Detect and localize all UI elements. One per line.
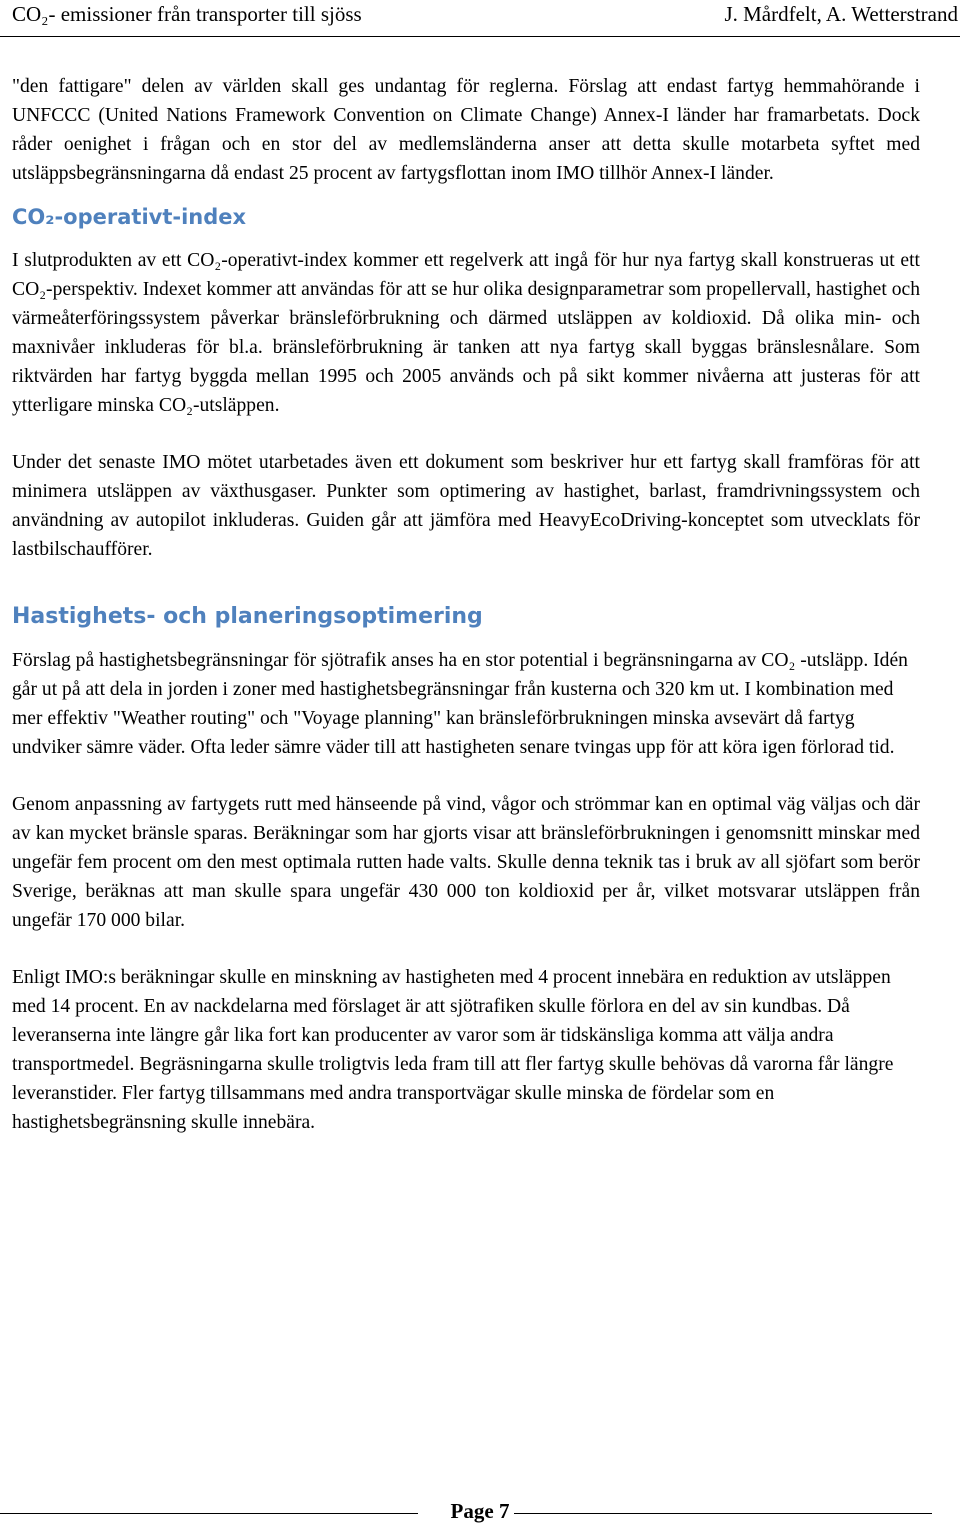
page-footer [0,1498,960,1528]
page-header [0,0,960,48]
paragraph-routing: Genom anpassning av fartygets rutt med hänseende på vind, vågor och strömmar kan en optimal väg väljas och där av kan mycket bränsle sparas. Beräkningar som har gjorts visar att bränsleförbrukningen i genomsnitt minskar med ungefär fem procent om den mest optimala rutten hade valts. Skulle denna teknik tas i bruk av all sjöfart som berör Sverige, beräknas att man skulle spara ungefär 430 000 ton koldioxid per år, vilket motsvarar utsläppen från ungefär 170 000 bilar. [12,794,920,931]
footer-divider-right [514,1513,932,1514]
paragraph-speed-limits: Förslag på hastighetsbegränsningar för sjötrafik anses ha en stor potential i begränsningarna av CO₂ -utsläpp. Idén går ut på att dela in jorden i zoner med hastighetsbegränsningar från kusterna och 320 km ut. I kombination med mer effektiv "Weather routing" och "Voyage planning" kan bränsleförbrukningen minska avsevärt då fartyg undviker sämre väder. Ofta leder sämre väder till att hastigheten senare tvingas upp för att köra igen förlorad tid. [12,650,908,758]
document-body [12,72,920,1137]
header-divider [0,36,960,37]
header-title: CO₂- emissioner från transporter till sjöss [12,2,362,26]
paragraph-imo-calculations: Enligt IMO:s beräkningar skulle en minskning av hastigheten med 4 procent innebära en reduktion av utsläppen med 14 procent. En av nackdelarna med förslaget är att sjötrafiken skulle förlora en del av sin kundbas. Då leveranserna inte längre går lika fort kan producenter av varor som är tidskänsliga komma att välja andra transportmedel. Begräsningarna skulle troligtvis leda fram till att fler fartyg skulle behövas då varorna får längre leveranstider. Fler fartyg tillsammans med andra transportvägar skulle minska de fördelar som en hastighetsbegränsning skulle innebära. [12,967,894,1133]
heading-speed-optimization: Hastighets- och planeringsoptimering [12,604,483,629]
header-authors: J. Mårdfelt, A. Wetterstrand [724,2,958,26]
heading-co2-index: CO₂-operativt-index [12,205,247,229]
paragraph-annex: "den fattigare" delen av världen skall ges undantag för reglerna. Förslag att endast fartyg hemmahörande i UNFCCC (United Nations Framework Convention on Climate Change) Annex-I länder har framarbetats. Dock råder oenighet i frågan och en stor del av medlemsländerna anser att detta skulle motarbeta syftet med utsläppsbegränsningarna då endast 25 procent av fartygsflottan inom IMO tillhör Annex-I länder. [12,76,920,184]
paragraph-co2-index: I slutprodukten av ett CO₂-operativt-index kommer ett regelverk att ingå för hur nya fartyg skall konstrueras ut ett CO₂-perspektiv. Indexet kommer att användas för att se hur olika designparametrar som propellervall, hastighet och värmeåterföringssystem påverkar bränsleförbrukning och därmed utsläppen av koldioxid. Då olika min- och maxnivåer inkluderas för bl.a. bränsleförbrukning är tanken att nya fartyg skall byggas bränslesnålare. Som riktvärden har fartyg byggda mellan 1995 och 2005 används och på sikt kommer nivåerna att justeras för att ytterligare minska CO₂-utsläppen. [12,250,920,416]
page-number: Page 7 [450,1499,510,1523]
paragraph-imo-guide: Under det senaste IMO mötet utarbetades även ett dokument som beskriver hur ett fartyg skall framföras för att minimera utsläppen av växthusgaser. Punkter som optimering av hastighet, barlast, framdrivningssystem och användning av autopilot inkluderas. Guiden går att jämföra med HeavyEcoDriving-konceptet som utvecklats för lastbilschaufförer. [12,452,920,560]
